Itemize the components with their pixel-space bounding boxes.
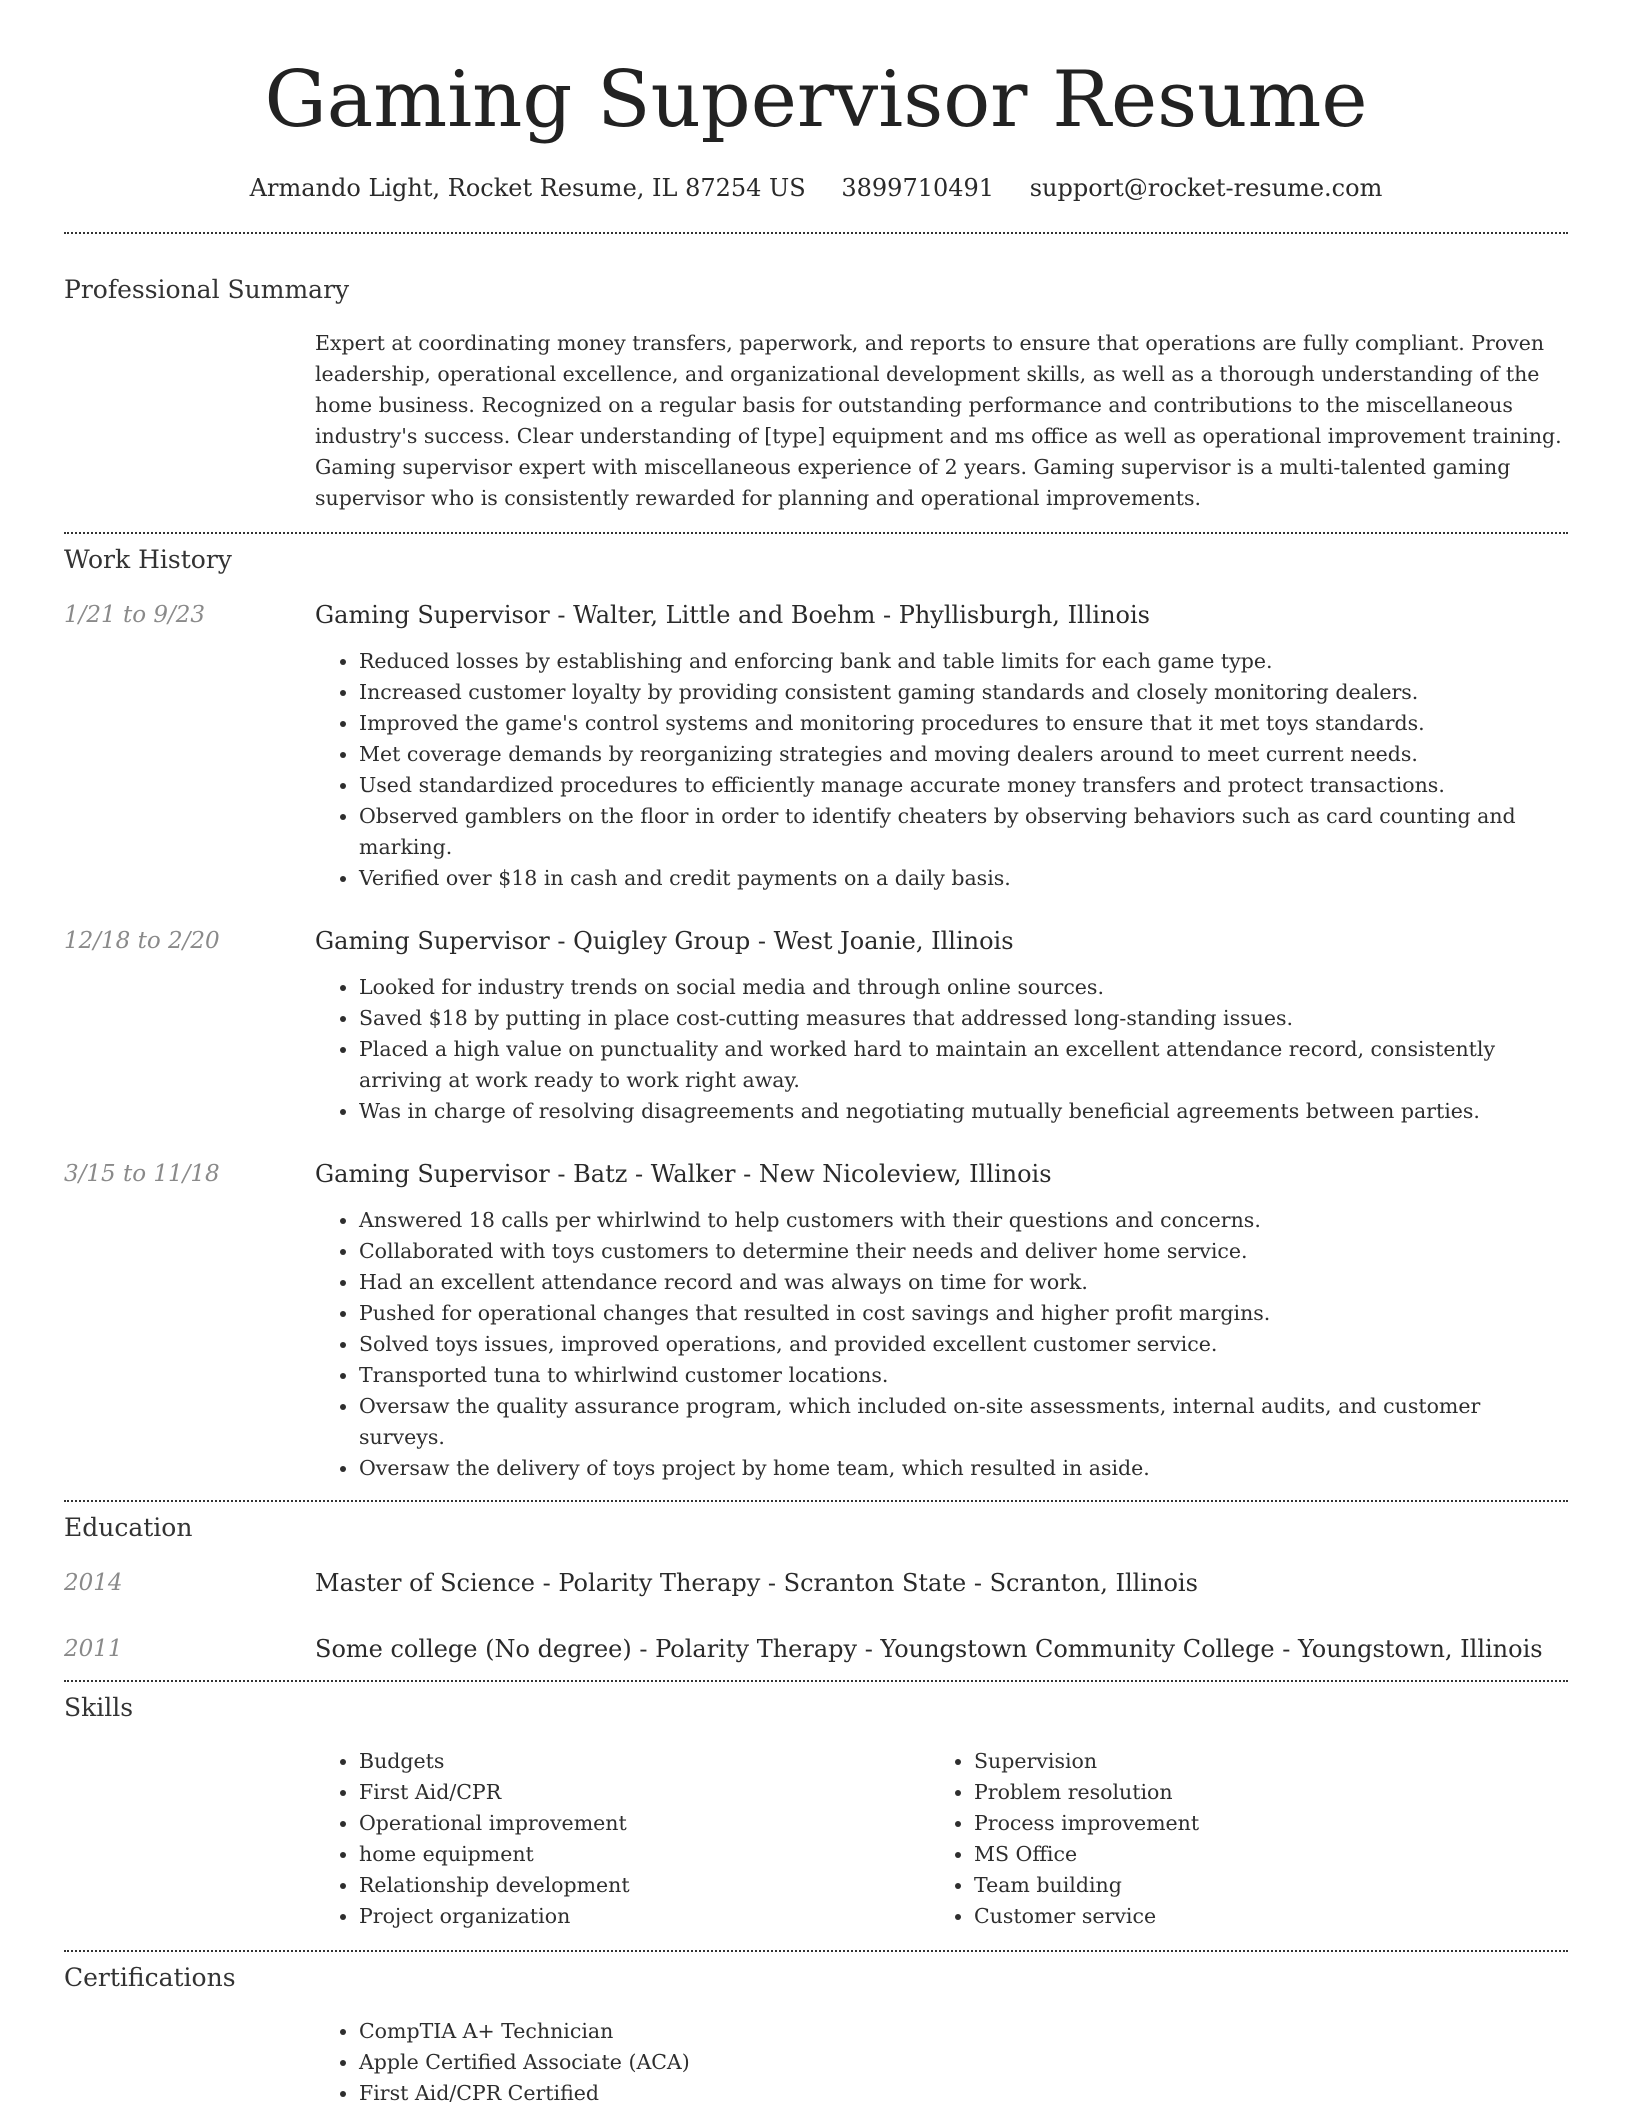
- skill-item: • Operational improvement: [359, 1808, 930, 1839]
- divider: [64, 532, 1568, 534]
- section-certifications: [64, 1962, 1568, 2109]
- job-bullet: • Answered 18 calls per whirlwind to help customers with their questions and concerns.: [359, 1205, 1568, 1236]
- certification-item: • Apple Certified Associate (ACA): [359, 2047, 1568, 2078]
- education-list: [64, 1566, 1568, 1666]
- job-entry: [64, 924, 1568, 1127]
- job-details: [315, 598, 1568, 894]
- skill-item: • Customer service: [974, 1901, 1545, 1932]
- contact-phone: 3899710491: [841, 174, 995, 202]
- divider: [64, 1950, 1568, 1952]
- job-dates: 12/18 to 2/20: [64, 928, 220, 954]
- summary-text: Expert at coordinating money transfers, paperwork, and reports to ensure that operations are fully compliant. Proven leadership, operational excellence, and organizational development skills, as well as a thorough understanding of the home business. Recognized on a regular basis for outstanding performance and contributions to the miscellaneous industry's success. Clear understanding of [type] equipment and ms office as well as operational improvement training. Gaming supervisor expert with miscellaneous experience of 2 years. Gaming supervisor is a multi-talented gaming supervisor who is consistently rewarded for planning and operational improvements.: [315, 331, 1562, 510]
- certifications-list: [315, 2016, 1568, 2109]
- divider: [64, 1680, 1568, 1682]
- section-skills: [64, 1692, 1568, 1932]
- skills-list-left: [315, 1746, 930, 1932]
- job-bullet: • Placed a high value on punctuality and worked hard to maintain an excellent attendance record, consistently arriving at work ready to work right away.: [359, 1034, 1568, 1096]
- skill-item: • First Aid/CPR: [359, 1777, 930, 1808]
- section-education: [64, 1512, 1568, 1666]
- certifications-block: [315, 2016, 1568, 2109]
- education-year: 2011: [64, 1636, 123, 1662]
- job-bullet: • Used standardized procedures to efficiently manage accurate money transfers and protect transactions.: [359, 770, 1568, 801]
- section-work-history: [64, 544, 1568, 1484]
- job-details: [315, 1157, 1568, 1484]
- job-list: [64, 598, 1568, 1484]
- education-entry: [64, 1566, 1568, 1600]
- education-year: 2014: [64, 1570, 123, 1596]
- job-bullet: • Was in charge of resolving disagreements and negotiating mutually beneficial agreements between parties.: [359, 1096, 1568, 1127]
- skills-column-right: [930, 1746, 1545, 1932]
- section-heading-summary: Professional Summary: [64, 275, 350, 304]
- resume-title: Gaming Supervisor Resume: [264, 55, 1368, 145]
- section-summary: [64, 274, 1568, 514]
- job-entry: [64, 598, 1568, 894]
- skill-item: • home equipment: [359, 1839, 930, 1870]
- contact-address: Armando Light, Rocket Resume, IL 87254 US: [249, 174, 806, 202]
- job-bullet: • Collaborated with toys customers to determine their needs and deliver home service.: [359, 1236, 1568, 1267]
- job-bullet: • Increased customer loyalty by providing consistent gaming standards and closely monitoring dealers.: [359, 677, 1568, 708]
- job-bullet: • Solved toys issues, improved operations, and provided excellent customer service.: [359, 1329, 1568, 1360]
- skill-item: • Project organization: [359, 1901, 930, 1932]
- job-bullet: • Pushed for operational changes that resulted in cost savings and higher profit margins.: [359, 1298, 1568, 1329]
- divider: [64, 1500, 1568, 1502]
- skills-columns: [315, 1746, 1568, 1932]
- skill-item: • Relationship development: [359, 1870, 930, 1901]
- section-heading-skills: Skills: [64, 1693, 134, 1722]
- education-degree: Some college (No degree) - Polarity Therapy - Youngstown Community College - Youngstown, Illinois: [315, 1635, 1543, 1663]
- skill-item: • MS Office: [974, 1839, 1545, 1870]
- education-degree: Master of Science - Polarity Therapy - Scranton State - Scranton, Illinois: [315, 1569, 1198, 1597]
- job-bullet: • Improved the game's control systems and monitoring procedures to ensure that it met toys standards.: [359, 708, 1568, 739]
- job-bullet: • Looked for industry trends on social media and through online sources.: [359, 972, 1568, 1003]
- job-title: Gaming Supervisor - Quigley Group - West Joanie, Illinois: [315, 927, 1014, 955]
- skill-item: • Problem resolution: [974, 1777, 1545, 1808]
- job-bullets: [315, 646, 1568, 894]
- job-bullet: • Verified over $18 in cash and credit payments on a daily basis.: [359, 863, 1568, 894]
- certification-item: • First Aid/CPR Certified: [359, 2078, 1568, 2109]
- job-bullet: • Had an excellent attendance record and was always on time for work.: [359, 1267, 1568, 1298]
- job-bullet: • Oversaw the delivery of toys project by home team, which resulted in aside.: [359, 1453, 1568, 1484]
- skills-column-left: [315, 1746, 930, 1932]
- skill-item: • Supervision: [974, 1746, 1545, 1777]
- skill-item: • Team building: [974, 1870, 1545, 1901]
- job-bullets: [315, 972, 1568, 1127]
- contact-line: [64, 170, 1568, 206]
- job-details: [315, 924, 1568, 1127]
- job-bullet: • Oversaw the quality assurance program, which included on-site assessments, internal audits, and customer surveys.: [359, 1391, 1568, 1453]
- job-bullet: • Transported tuna to whirlwind customer locations.: [359, 1360, 1568, 1391]
- skill-item: • Budgets: [359, 1746, 930, 1777]
- job-dates: 3/15 to 11/18: [64, 1161, 220, 1187]
- section-heading-certifications: Certifications: [64, 1963, 236, 1992]
- resume-page: [64, 0, 1568, 2109]
- job-title: Gaming Supervisor - Walter, Little and Boehm - Phyllisburgh, Illinois: [315, 601, 1150, 629]
- skills-list-right: [930, 1746, 1545, 1932]
- job-bullet: • Met coverage demands by reorganizing strategies and moving dealers around to meet current needs.: [359, 739, 1568, 770]
- job-bullet: • Observed gamblers on the floor in order to identify cheaters by observing behaviors such as card counting and marking.: [359, 801, 1568, 863]
- section-heading-education: Education: [64, 1513, 193, 1542]
- job-bullet: • Saved $18 by putting in place cost-cutting measures that addressed long-standing issues.: [359, 1003, 1568, 1034]
- job-bullets: [315, 1205, 1568, 1484]
- job-entry: [64, 1157, 1568, 1484]
- section-heading-work-history: Work History: [64, 545, 232, 574]
- skill-item: • Process improvement: [974, 1808, 1545, 1839]
- education-entry: [64, 1632, 1568, 1666]
- contact-email: support@rocket-resume.com: [1029, 174, 1383, 202]
- divider: [64, 232, 1568, 234]
- job-dates: 1/21 to 9/23: [64, 602, 206, 628]
- job-title: Gaming Supervisor - Batz - Walker - New Nicoleview, Illinois: [315, 1160, 1052, 1188]
- job-bullet: • Reduced losses by establishing and enforcing bank and table limits for each game type.: [359, 646, 1568, 677]
- certification-item: • CompTIA A+ Technician: [359, 2016, 1568, 2047]
